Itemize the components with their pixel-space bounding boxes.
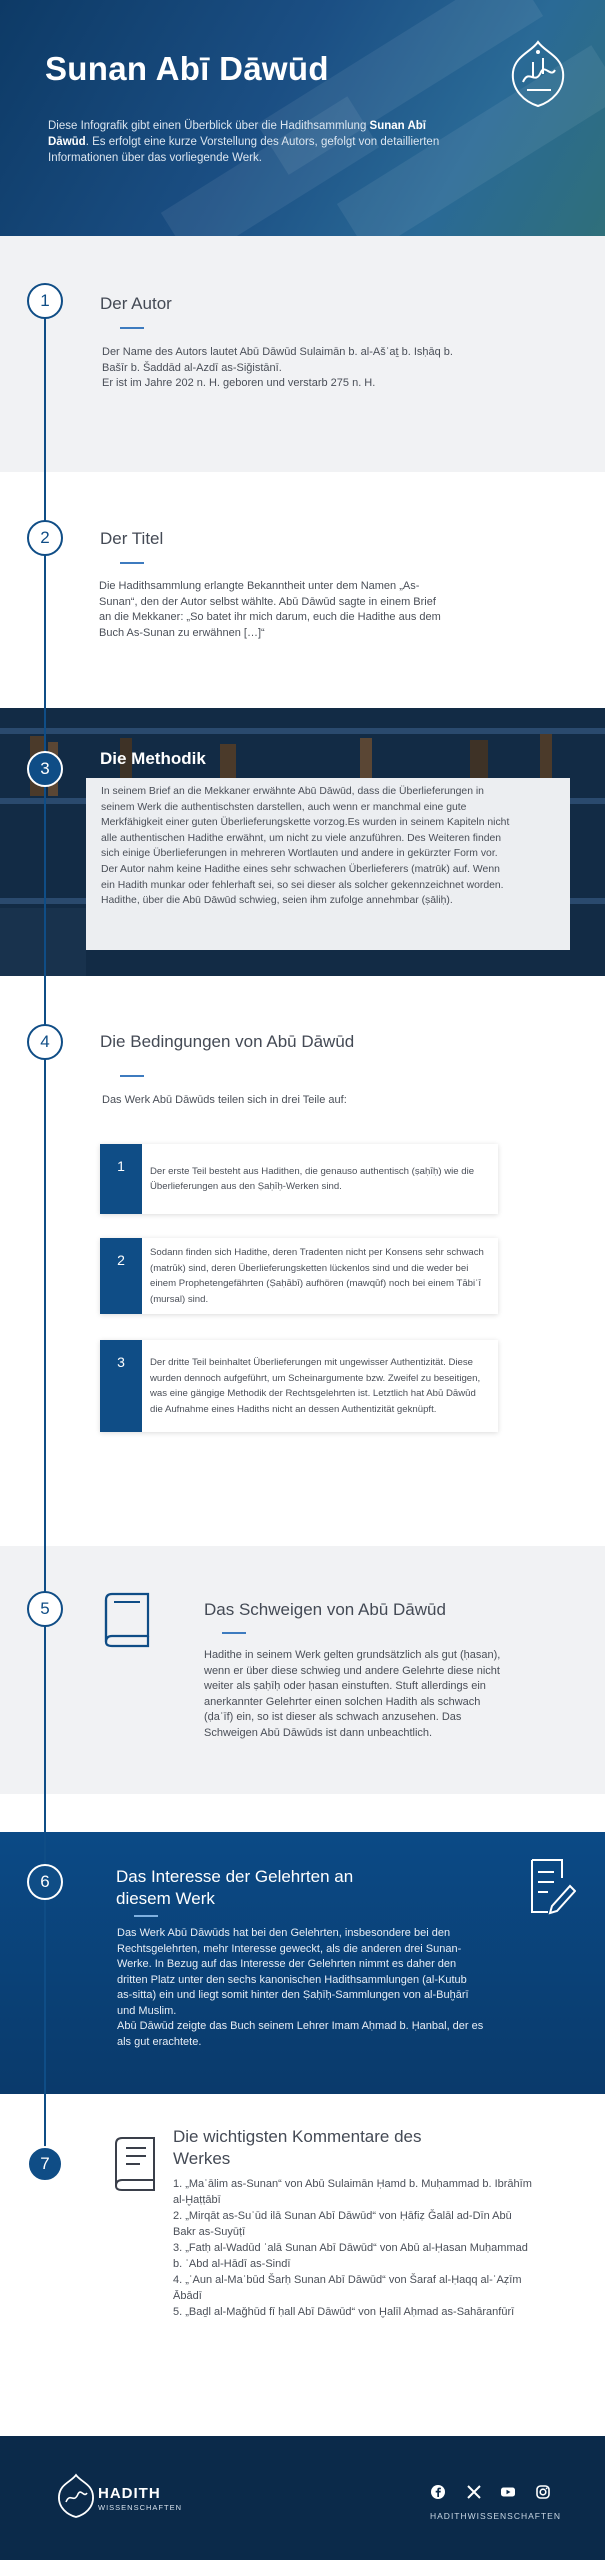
title-underline [120,1075,144,1077]
page-title: Sunan Abī Dāwūd [45,50,329,87]
list-item: Ābādī [173,2290,202,2302]
youtube-icon[interactable] [500,2484,516,2500]
title-underline [120,327,144,329]
condition-number: 1 [100,1144,142,1214]
list-edit-icon [526,1856,576,1916]
condition-card [100,1144,498,1214]
title-underline [222,1632,246,1634]
commentaries-list [173,2176,532,2320]
instagram-icon[interactable] [535,2484,551,2500]
list-item: 3. „Fatḥ al-Wadūd ʿalā Sunan Abī Dāwūd“ von Abū al-Ḥasan Muḥammad [173,2242,528,2254]
x-icon[interactable] [466,2484,482,2500]
brand-name: HADITH [98,2485,161,2502]
section-text-method: In seinem Brief an die Mekkaner erwähnte Abū Dāwūd, dass die Überlieferungen in seinem Werk die authentischsten darstellen, auch wenn er manchmal eine gute Merkfähigkeit einer guten Überlieferungskette vorzog.Es wurden in seinem Kapiteln nicht alle authentischen Hadithe erwähnt, um nicht zu viele anzuführen. Des Weiteren finden sich einige Überlieferungen in mehreren Wortlauten und andere in gekürzter Form vor. Der Autor nahm keine Hadithe eines sehr schwachen Überlieferers (matrūk) auf. Wenn ein Hadith munkar oder fehlerhaft sei, so sei dieser als solcher gekennzeichnet worden. Hadithe, über die Abū Dāwūd schwieg, seien ihm zufolge annehmbar (ṣāliḥ). [101,786,510,907]
condition-card [100,1340,498,1432]
condition-text: Der dritte Teil beinhaltet Überlieferungen mit ungewisser Authentizität. Diese wurden dennoch aufgeführt, um Scheinargumente bzw. Zweifel zu beseitigen, was eine gängige Methodik der Rechtsgelehrten ist. Letztlich hat Abū Dāwūd die Aufnahme eines Hadiths nicht an dessen Authentizität geknüpft. [150,1357,481,1415]
calligraphy-emblem-icon [505,38,571,110]
title-underline [120,562,144,564]
step-number-5: 5 [27,1591,63,1627]
condition-text: Der erste Teil besteht aus Hadithen, die genauso authentisch (ṣaḥīḥ) wie die Überlieferungen aus den Ṣaḥīḥ-Werken sind. [150,1165,475,1192]
list-item: b. ʿAbd al-Hādī as-Sindī [173,2258,291,2270]
brand-subtitle: WISSENSCHAFTEN [98,2503,183,2512]
section-text-title: Die Hadithsammlung erlangte Bekanntheit unter dem Namen „As- Sunan“, den der Autor selbst wählte. Abū Dāwūd sagte in einem Brief an die Mekkaner: „So batet ihr mich darum, euch die Hadithe aus dem Buch As-Sunan zu erwähnen […]“ [99,580,441,639]
title-underline [134,1915,158,1917]
step-number-2: 2 [27,520,63,556]
section-title-method: Die Methodik [100,749,206,768]
book-list-icon [110,2134,158,2192]
list-item: 1. „Maʿālim as-Sunan“ von Abū Sulaimān Ḥamd b. Muḥammad b. Ibrāhīm [173,2178,532,2190]
intro-text: Diese Infografik gibt einen Überblick über die Hadithsammlung Sunan Abī Dāwūd. Es erfolgt eine kurze Vorstellung des Autors, gefolgt von detaillierten Informationen über das vorliegende Werk. [48,120,440,164]
section-title-title: Der Titel [100,529,164,548]
section-title-silence: Das Schweigen von Abū Dāwūd [204,1600,446,1619]
step-number-6: 6 [27,1864,63,1900]
list-item: al-Ḫaṭṭābī [173,2194,221,2206]
section-title-author: Der Autor [100,294,172,313]
section-title-commentaries: Die wichtigsten Kommentare des Werkes [173,2127,422,2168]
step-number-7: 7 [27,2146,63,2182]
book-icon [100,1590,152,1648]
condition-number: 3 [100,1340,142,1432]
brand-emblem-icon [56,2472,96,2520]
social-handle: HADITHWISSENSCHAFTEN [430,2511,561,2521]
list-item: 4. „ʿAun al-Maʿbūd Šarḥ Sunan Abī Dāwūd“ von Šaraf al-Ḥaqq al-ʿAẓīm [173,2274,522,2286]
header-banner [0,0,605,236]
condition-text: Sodann finden sich Hadithe, deren Tradenten nicht per Konsens sehr schwach (matrūk) sind, deren Überlieferungsketten lückenlos sind und die weder bei einem Prophetengefährten (Ṣaḥābī) aufhören (mawqūf) noch bei einem Tābiʿī (mursal) sind. [150,1247,484,1305]
condition-card [100,1238,498,1314]
section-text-silence: Hadithe in seinem Werk gelten grundsätzlich als gut (ḥasan), wenn er über diese schwieg und andere Gelehrte diese nicht weiter als ṣaḥīḥ oder ḥasan einstuften. Stuft allerdings ein anerkannter Gelehrter einen solchen Hadith als schwach (ḍaʿīf) ein, so ist dieser als schwach anzusehen. Das Schweigen Abū Dāwūds ist dann unbeachtlich. [204,1649,501,1739]
list-item: 5. „Baḏl al-Maǧhūd fī ḥall Abī Dāwūd“ von Ḫalīl Aḥmad as-Sahāranfūrī [173,2306,515,2318]
list-item: 2. „Mirqāt as-Suʿūd ilā Sunan Abī Dāwūd“ von Ḥāfiẓ Ǧalāl ad-Dīn Abū [173,2210,512,2222]
section-title-conditions: Die Bedingungen von Abū Dāwūd [100,1032,355,1051]
section-text-interest: Das Werk Abū Dāwūds hat bei den Gelehrten, insbesondere bei den Rechtsgelehrten, mehr Interesse geweckt, als die anderen drei Sunan- Werke. In Bezug auf das Interesse der Gelehrten nimmt es daher den dritten Platz unter den sechs kanonischen Hadithsammlungen (al-Kutub as-sitta) ein und liegt somit hinter den Ṣaḥīḥ-Sammlungen von al-Buḫārī und Muslim. Abū Dāwūd zeigte das Buch seinem Lehrer Imam Aḥmad b. Ḥanbal, der es als gut erachtete. [117,1927,484,2048]
step-number-1: 1 [27,283,63,319]
facebook-icon[interactable] [430,2484,446,2500]
section-title-interest: Das Interesse der Gelehrten an diesem Werk [116,1867,354,1908]
conditions-intro: Das Werk Abū Dāwūds teilen sich in drei Teile auf: [102,1094,347,1106]
section-text-author: Der Name des Autors lautet Abū Dāwūd Sulaimān b. al-Ašʿaṯ b. Isḥāq b. Bašīr b. Šaddād al-Azdī as-Siǧistānī. Er ist im Jahre 202 n. H. geboren und verstarb 275 n. H. [102,346,453,389]
footer [0,2436,605,2560]
step-number-3: 3 [27,751,63,787]
list-item: Bakr as-Suyūṭī [173,2226,246,2238]
condition-number: 2 [100,1238,142,1314]
step-number-4: 4 [27,1024,63,1060]
